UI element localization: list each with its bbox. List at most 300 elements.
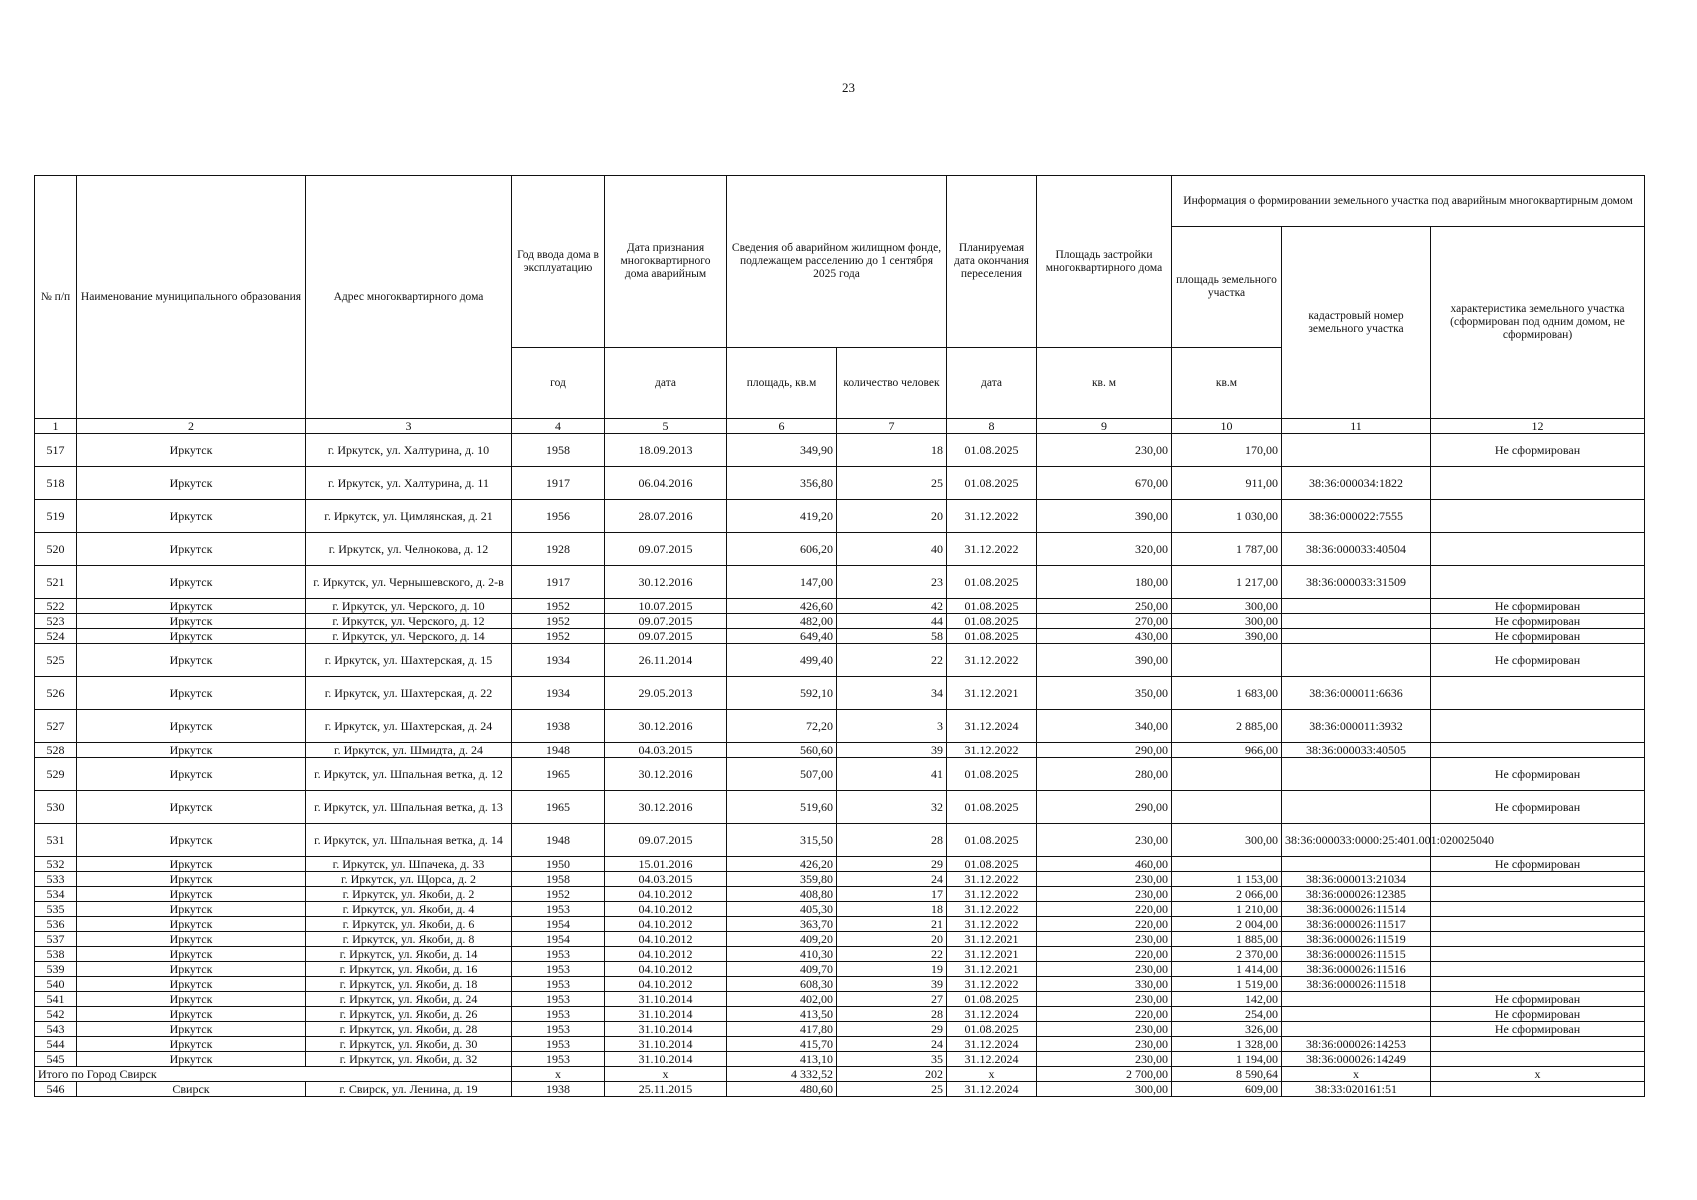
column-number: 9	[1037, 419, 1172, 434]
people-count-cell: 58	[837, 629, 947, 644]
cadastral-number-cell: 38:36:000011:6636	[1282, 677, 1431, 710]
row-number-cell: 545	[35, 1052, 77, 1067]
table-row	[35, 947, 1645, 962]
people-count-cell: 28	[837, 1007, 947, 1022]
column-number: 2	[77, 419, 306, 434]
land-characteristic-cell	[1431, 872, 1645, 887]
building-area-cell: 350,00	[1037, 677, 1172, 710]
table-row	[35, 857, 1645, 872]
people-count-cell: 34	[837, 677, 947, 710]
year-cell: 1953	[512, 1037, 605, 1052]
area-cell: 649,40	[727, 629, 837, 644]
header-number: № п/п	[35, 176, 77, 419]
municipality-cell: Иркутск	[77, 902, 306, 917]
address-cell: г. Иркутск, ул. Якоби, д. 30	[306, 1037, 512, 1052]
area-cell: 519,60	[727, 791, 837, 824]
area-cell: 426,20	[727, 857, 837, 872]
land-characteristic-cell: Не сформирован	[1431, 434, 1645, 467]
cadastral-number-cell	[1282, 599, 1431, 614]
land-area-cell: 966,00	[1172, 743, 1282, 758]
land-area-cell: 1 787,00	[1172, 533, 1282, 566]
land-characteristic-cell	[1431, 932, 1645, 947]
recognition-date-cell: 04.03.2015	[605, 872, 727, 887]
row-number-cell: 529	[35, 758, 77, 791]
header-planned-date: Планируемая дата окончания переселения	[947, 176, 1037, 348]
cadastral-number-cell: 38:36:000034:1822	[1282, 467, 1431, 500]
planned-date-cell: 01.08.2025	[947, 629, 1037, 644]
municipality-cell: Иркутск	[77, 629, 306, 644]
address-cell: г. Свирск, ул. Ленина, д. 19	[306, 1082, 512, 1097]
address-cell: г. Иркутск, ул. Якоби, д. 8	[306, 932, 512, 947]
building-area-cell: 230,00	[1037, 1022, 1172, 1037]
people-count-cell: 39	[837, 977, 947, 992]
address-cell: г. Иркутск, ул. Цимлянская, д. 21	[306, 500, 512, 533]
address-cell: г. Иркутск, ул. Якоби, д. 16	[306, 962, 512, 977]
address-cell: г. Иркутск, ул. Чернышевского, д. 2-в	[306, 566, 512, 599]
land-area-cell	[1172, 791, 1282, 824]
year-cell: 1953	[512, 1007, 605, 1022]
page-number: 23	[842, 80, 855, 95]
cadastral-number-cell: 38:36:000033:40505	[1282, 743, 1431, 758]
planned-date-cell: 31.12.2022	[947, 500, 1037, 533]
people-count-cell: 28	[837, 824, 947, 857]
land-area-cell: 390,00	[1172, 629, 1282, 644]
people-count-cell: 20	[837, 500, 947, 533]
column-number: 12	[1431, 419, 1645, 434]
municipality-cell: Иркутск	[77, 1022, 306, 1037]
building-area-cell: 230,00	[1037, 887, 1172, 902]
building-area-cell: 230,00	[1037, 1052, 1172, 1067]
municipality-cell: Иркутск	[77, 566, 306, 599]
land-characteristic-cell	[1431, 710, 1645, 743]
row-number-cell: 525	[35, 644, 77, 677]
cadastral-number-cell	[1282, 1022, 1431, 1037]
municipality-cell: Иркутск	[77, 1037, 306, 1052]
row-number-cell: 534	[35, 887, 77, 902]
area-cell: 507,00	[727, 758, 837, 791]
area-cell: 499,40	[727, 644, 837, 677]
address-cell: г. Иркутск, ул. Черского, д. 14	[306, 629, 512, 644]
year-cell: 1953	[512, 977, 605, 992]
header-municipality: Наименование муниципального образования	[77, 176, 306, 419]
municipality-cell: Иркутск	[77, 758, 306, 791]
table-row	[35, 917, 1645, 932]
recognition-date-cell: 04.10.2012	[605, 902, 727, 917]
building-area-cell: 390,00	[1037, 500, 1172, 533]
cadastral-number-cell: 38:36:000026:11514	[1282, 902, 1431, 917]
address-cell: г. Иркутск, ул. Якоби, д. 18	[306, 977, 512, 992]
municipality-cell: Иркутск	[77, 962, 306, 977]
land-characteristic-cell	[1431, 887, 1645, 902]
planned-date-cell: 01.08.2025	[947, 434, 1037, 467]
area-cell: 402,00	[727, 992, 837, 1007]
planned-date-cell: 01.08.2025	[947, 758, 1037, 791]
planned-date-cell: 31.12.2024	[947, 1007, 1037, 1022]
recognition-date-cell: 31.10.2014	[605, 992, 727, 1007]
people-count-cell: 25	[837, 1082, 947, 1097]
row-number-cell: 528	[35, 743, 77, 758]
address-cell: г. Иркутск, ул. Якоби, д. 4	[306, 902, 512, 917]
recognition-date-cell: 09.07.2015	[605, 824, 727, 857]
land-area-cell	[1172, 857, 1282, 872]
table-row	[35, 962, 1645, 977]
cadastral-number-cell: 38:36:000033:0000:25:401.001:020025040	[1282, 824, 1431, 857]
planned-date-cell: 31.12.2022	[947, 977, 1037, 992]
table-row	[35, 1022, 1645, 1037]
area-cell: 359,80	[727, 872, 837, 887]
cadastral-number-cell: 38:36:000013:21034	[1282, 872, 1431, 887]
building-area-cell: 230,00	[1037, 992, 1172, 1007]
area-cell: 417,80	[727, 1022, 837, 1037]
address-cell: г. Иркутск, ул. Щорса, д. 2	[306, 872, 512, 887]
year-cell: 1958	[512, 434, 605, 467]
header-building-area: Площадь застройки многоквартирного дома	[1037, 176, 1172, 348]
recognition-date-cell: 04.10.2012	[605, 932, 727, 947]
unit-land-sqm: кв.м	[1172, 348, 1282, 419]
year-cell: 1954	[512, 917, 605, 932]
year-cell: 1917	[512, 566, 605, 599]
year-cell: 1948	[512, 743, 605, 758]
people-count-cell: 22	[837, 644, 947, 677]
land-area-cell	[1172, 758, 1282, 791]
cadastral-number-cell: 38:36:000026:14253	[1282, 1037, 1431, 1052]
recognition-date-cell: 04.10.2012	[605, 977, 727, 992]
column-number: 8	[947, 419, 1037, 434]
table-row	[35, 467, 1645, 500]
planned-date-cell: 31.12.2022	[947, 887, 1037, 902]
land-characteristic-cell: Не сформирован	[1431, 614, 1645, 629]
cadastral-number-cell	[1282, 629, 1431, 644]
table-row	[35, 992, 1645, 1007]
row-number-cell: 517	[35, 434, 77, 467]
year-cell: 1952	[512, 599, 605, 614]
people-count-cell: 25	[837, 467, 947, 500]
area-cell: 415,70	[727, 1037, 837, 1052]
land-area-cell: 1 519,00	[1172, 977, 1282, 992]
header-land-info: Информация о формировании земельного участка под аварийным многоквартирным домом	[1172, 176, 1645, 227]
column-number: 10	[1172, 419, 1282, 434]
area-cell: 356,80	[727, 467, 837, 500]
cadastral-number-cell	[1282, 1007, 1431, 1022]
header-year: Год ввода дома в эксплуатацию	[512, 176, 605, 348]
address-cell: г. Иркутск, ул. Шмидта, д. 24	[306, 743, 512, 758]
year-cell: 1952	[512, 629, 605, 644]
row-number-cell: 537	[35, 932, 77, 947]
cadastral-number-cell: 38:36:000026:12385	[1282, 887, 1431, 902]
address-cell: г. Иркутск, ул. Шахтерская, д. 15	[306, 644, 512, 677]
recognition-date-cell: 09.07.2015	[605, 629, 727, 644]
planned-date-cell: 01.08.2025	[947, 824, 1037, 857]
people-count-cell: 20	[837, 932, 947, 947]
land-characteristic-cell	[1431, 977, 1645, 992]
land-characteristic-cell	[1431, 902, 1645, 917]
table-body	[35, 434, 1645, 1097]
land-characteristic-cell	[1431, 533, 1645, 566]
total-people-cell: 202	[837, 1067, 947, 1082]
municipality-cell: Иркутск	[77, 947, 306, 962]
recognition-date-cell: 30.12.2016	[605, 758, 727, 791]
cadastral-number-cell: 38:36:000026:11517	[1282, 917, 1431, 932]
planned-date-cell: 31.12.2024	[947, 710, 1037, 743]
row-number-cell: 544	[35, 1037, 77, 1052]
table-row	[35, 1052, 1645, 1067]
land-area-cell: 1 885,00	[1172, 932, 1282, 947]
land-area-cell: 300,00	[1172, 614, 1282, 629]
municipality-cell: Иркутск	[77, 824, 306, 857]
municipality-cell: Иркутск	[77, 992, 306, 1007]
column-number: 11	[1282, 419, 1431, 434]
people-count-cell: 18	[837, 434, 947, 467]
area-cell: 608,30	[727, 977, 837, 992]
municipality-cell: Иркутск	[77, 710, 306, 743]
recognition-date-cell: 31.10.2014	[605, 1022, 727, 1037]
land-characteristic-cell	[1431, 947, 1645, 962]
table-row	[35, 1037, 1645, 1052]
building-area-cell: 280,00	[1037, 758, 1172, 791]
municipality-cell: Иркутск	[77, 791, 306, 824]
row-number-cell: 542	[35, 1007, 77, 1022]
row-number-cell: 539	[35, 962, 77, 977]
land-area-cell: 254,00	[1172, 1007, 1282, 1022]
table-row	[35, 1082, 1645, 1097]
area-cell: 482,00	[727, 614, 837, 629]
building-area-cell: 290,00	[1037, 743, 1172, 758]
cadastral-number-cell: 38:36:000026:11519	[1282, 932, 1431, 947]
table-row	[35, 434, 1645, 467]
people-count-cell: 29	[837, 857, 947, 872]
address-cell: г. Иркутск, ул. Шпальная ветка, д. 14	[306, 824, 512, 857]
land-area-cell: 1 153,00	[1172, 872, 1282, 887]
land-area-cell: 1 030,00	[1172, 500, 1282, 533]
people-count-cell: 27	[837, 992, 947, 1007]
unit-date: дата	[605, 348, 727, 419]
land-area-cell: 2 370,00	[1172, 947, 1282, 962]
area-cell: 413,50	[727, 1007, 837, 1022]
land-characteristic-cell: Не сформирован	[1431, 758, 1645, 791]
row-number-cell: 536	[35, 917, 77, 932]
table-row	[35, 977, 1645, 992]
row-number-cell: 527	[35, 710, 77, 743]
address-cell: г. Иркутск, ул. Шпальная ветка, д. 13	[306, 791, 512, 824]
table-row	[35, 644, 1645, 677]
building-area-cell: 230,00	[1037, 872, 1172, 887]
table-row	[35, 614, 1645, 629]
land-area-cell: 326,00	[1172, 1022, 1282, 1037]
planned-date-cell: 31.12.2024	[947, 1052, 1037, 1067]
people-count-cell: 24	[837, 872, 947, 887]
planned-date-cell: 31.12.2021	[947, 932, 1037, 947]
land-characteristic-cell	[1431, 467, 1645, 500]
building-area-cell: 230,00	[1037, 824, 1172, 857]
recognition-date-cell: 15.01.2016	[605, 857, 727, 872]
row-number-cell: 543	[35, 1022, 77, 1037]
cadastral-number-cell: 38:36:000022:7555	[1282, 500, 1431, 533]
people-count-cell: 18	[837, 902, 947, 917]
land-characteristic-cell	[1431, 677, 1645, 710]
planned-date-cell: 01.08.2025	[947, 791, 1037, 824]
column-number: 6	[727, 419, 837, 434]
recognition-date-cell: 04.10.2012	[605, 917, 727, 932]
land-characteristic-cell: Не сформирован	[1431, 644, 1645, 677]
area-cell: 409,70	[727, 962, 837, 977]
land-area-cell: 1 414,00	[1172, 962, 1282, 977]
people-count-cell: 42	[837, 599, 947, 614]
planned-date-cell: 01.08.2025	[947, 566, 1037, 599]
year-cell: 1938	[512, 710, 605, 743]
header-address: Адрес многоквартирного дома	[306, 176, 512, 419]
recognition-date-cell: 28.07.2016	[605, 500, 727, 533]
header-emergency-fund: Сведения об аварийном жилищном фонде, подлежащем расселению до 1 сентября 2025 года	[727, 176, 947, 348]
year-cell: 1934	[512, 677, 605, 710]
land-characteristic-cell	[1431, 500, 1645, 533]
row-number-cell: 524	[35, 629, 77, 644]
address-cell: г. Иркутск, ул. Якоби, д. 14	[306, 947, 512, 962]
people-count-cell: 19	[837, 962, 947, 977]
unit-building-sqm: кв. м	[1037, 348, 1172, 419]
table-row	[35, 872, 1645, 887]
planned-date-cell: 31.12.2022	[947, 917, 1037, 932]
people-count-cell: 23	[837, 566, 947, 599]
year-cell: 1953	[512, 902, 605, 917]
total-area-cell: 4 332,52	[727, 1067, 837, 1082]
year-cell: 1956	[512, 500, 605, 533]
building-area-cell: 250,00	[1037, 599, 1172, 614]
municipality-cell: Иркутск	[77, 533, 306, 566]
recognition-date-cell: 30.12.2016	[605, 566, 727, 599]
recognition-date-cell: 06.04.2016	[605, 467, 727, 500]
municipality-cell: Иркутск	[77, 857, 306, 872]
building-area-cell: 230,00	[1037, 932, 1172, 947]
building-area-cell: 230,00	[1037, 962, 1172, 977]
row-number-cell: 538	[35, 947, 77, 962]
municipality-cell: Иркутск	[77, 932, 306, 947]
table-row	[35, 629, 1645, 644]
cadastral-number-cell: 38:36:000033:31509	[1282, 566, 1431, 599]
land-characteristic-cell: Не сформирован	[1431, 629, 1645, 644]
row-number-cell: 546	[35, 1082, 77, 1097]
municipality-cell: Иркутск	[77, 1052, 306, 1067]
building-area-cell: 330,00	[1037, 977, 1172, 992]
recognition-date-cell: 09.07.2015	[605, 614, 727, 629]
recognition-date-cell: 30.12.2016	[605, 710, 727, 743]
area-cell: 315,50	[727, 824, 837, 857]
column-number: 4	[512, 419, 605, 434]
address-cell: г. Иркутск, ул. Якоби, д. 2	[306, 887, 512, 902]
total-land-cell: 8 590,64	[1172, 1067, 1282, 1082]
total-row	[35, 1067, 1645, 1082]
building-area-cell: 230,00	[1037, 434, 1172, 467]
land-area-cell: 300,00	[1172, 599, 1282, 614]
building-area-cell: 230,00	[1037, 1037, 1172, 1052]
land-characteristic-cell	[1431, 1052, 1645, 1067]
area-cell: 408,80	[727, 887, 837, 902]
address-cell: г. Иркутск, ул. Шпальная ветка, д. 12	[306, 758, 512, 791]
building-area-cell: 670,00	[1037, 467, 1172, 500]
building-area-cell: 220,00	[1037, 947, 1172, 962]
planned-date-cell: 31.12.2022	[947, 644, 1037, 677]
land-area-cell: 2 004,00	[1172, 917, 1282, 932]
municipality-cell: Иркутск	[77, 599, 306, 614]
cadastral-number-cell: 38:36:000033:40504	[1282, 533, 1431, 566]
address-cell: г. Иркутск, ул. Черского, д. 12	[306, 614, 512, 629]
recognition-date-cell: 04.03.2015	[605, 743, 727, 758]
address-cell: г. Иркутск, ул. Якоби, д. 28	[306, 1022, 512, 1037]
cadastral-number-cell	[1282, 434, 1431, 467]
year-cell: 1917	[512, 467, 605, 500]
land-characteristic-cell	[1431, 1037, 1645, 1052]
recognition-date-cell: 04.10.2012	[605, 962, 727, 977]
row-number-cell: 530	[35, 791, 77, 824]
people-count-cell: 22	[837, 947, 947, 962]
land-characteristic-cell	[1431, 743, 1645, 758]
planned-date-cell: 01.08.2025	[947, 857, 1037, 872]
cadastral-number-cell	[1282, 644, 1431, 677]
header-cadastral-number: кадастровый номер земельного участка	[1282, 227, 1431, 419]
planned-date-cell: 31.12.2022	[947, 902, 1037, 917]
area-cell: 419,20	[727, 500, 837, 533]
people-count-cell: 39	[837, 743, 947, 758]
table-row	[35, 1007, 1645, 1022]
building-area-cell: 320,00	[1037, 533, 1172, 566]
people-count-cell: 40	[837, 533, 947, 566]
land-area-cell: 2 066,00	[1172, 887, 1282, 902]
address-cell: г. Иркутск, ул. Шахтерская, д. 22	[306, 677, 512, 710]
row-number-cell: 535	[35, 902, 77, 917]
header-land-area: площадь земельного участка	[1172, 227, 1282, 348]
year-cell: 1952	[512, 614, 605, 629]
land-area-cell: 1 194,00	[1172, 1052, 1282, 1067]
planned-date-cell: 31.12.2021	[947, 962, 1037, 977]
planned-date-cell: 31.12.2024	[947, 1037, 1037, 1052]
land-characteristic-cell: Не сформирован	[1431, 791, 1645, 824]
row-number-cell: 523	[35, 614, 77, 629]
land-area-cell: 170,00	[1172, 434, 1282, 467]
total-year-cell: x	[512, 1067, 605, 1082]
address-cell: г. Иркутск, ул. Якоби, д. 26	[306, 1007, 512, 1022]
year-cell: 1934	[512, 644, 605, 677]
address-cell: г. Иркутск, ул. Челнокова, д. 12	[306, 533, 512, 566]
table-row	[35, 887, 1645, 902]
recognition-date-cell: 25.11.2015	[605, 1082, 727, 1097]
unit-planned-date: дата	[947, 348, 1037, 419]
municipality-cell: Иркутск	[77, 872, 306, 887]
table-row	[35, 566, 1645, 599]
year-cell: 1958	[512, 872, 605, 887]
building-area-cell: 220,00	[1037, 917, 1172, 932]
planned-date-cell: 31.12.2021	[947, 677, 1037, 710]
row-number-cell: 522	[35, 599, 77, 614]
people-count-cell: 21	[837, 917, 947, 932]
total-rec-cell: x	[605, 1067, 727, 1082]
year-cell: 1948	[512, 824, 605, 857]
building-area-cell: 220,00	[1037, 1007, 1172, 1022]
building-area-cell: 220,00	[1037, 902, 1172, 917]
recognition-date-cell: 30.12.2016	[605, 791, 727, 824]
land-area-cell: 911,00	[1172, 467, 1282, 500]
area-cell: 413,10	[727, 1052, 837, 1067]
recognition-date-cell: 09.07.2015	[605, 533, 727, 566]
year-cell: 1953	[512, 1052, 605, 1067]
table-row	[35, 533, 1645, 566]
area-cell: 409,20	[727, 932, 837, 947]
cadastral-number-cell: 38:36:000011:3932	[1282, 710, 1431, 743]
year-cell: 1953	[512, 1022, 605, 1037]
total-build-cell: 2 700,00	[1037, 1067, 1172, 1082]
row-number-cell: 541	[35, 992, 77, 1007]
table-row	[35, 902, 1645, 917]
land-characteristic-cell	[1431, 917, 1645, 932]
building-area-cell: 460,00	[1037, 857, 1172, 872]
